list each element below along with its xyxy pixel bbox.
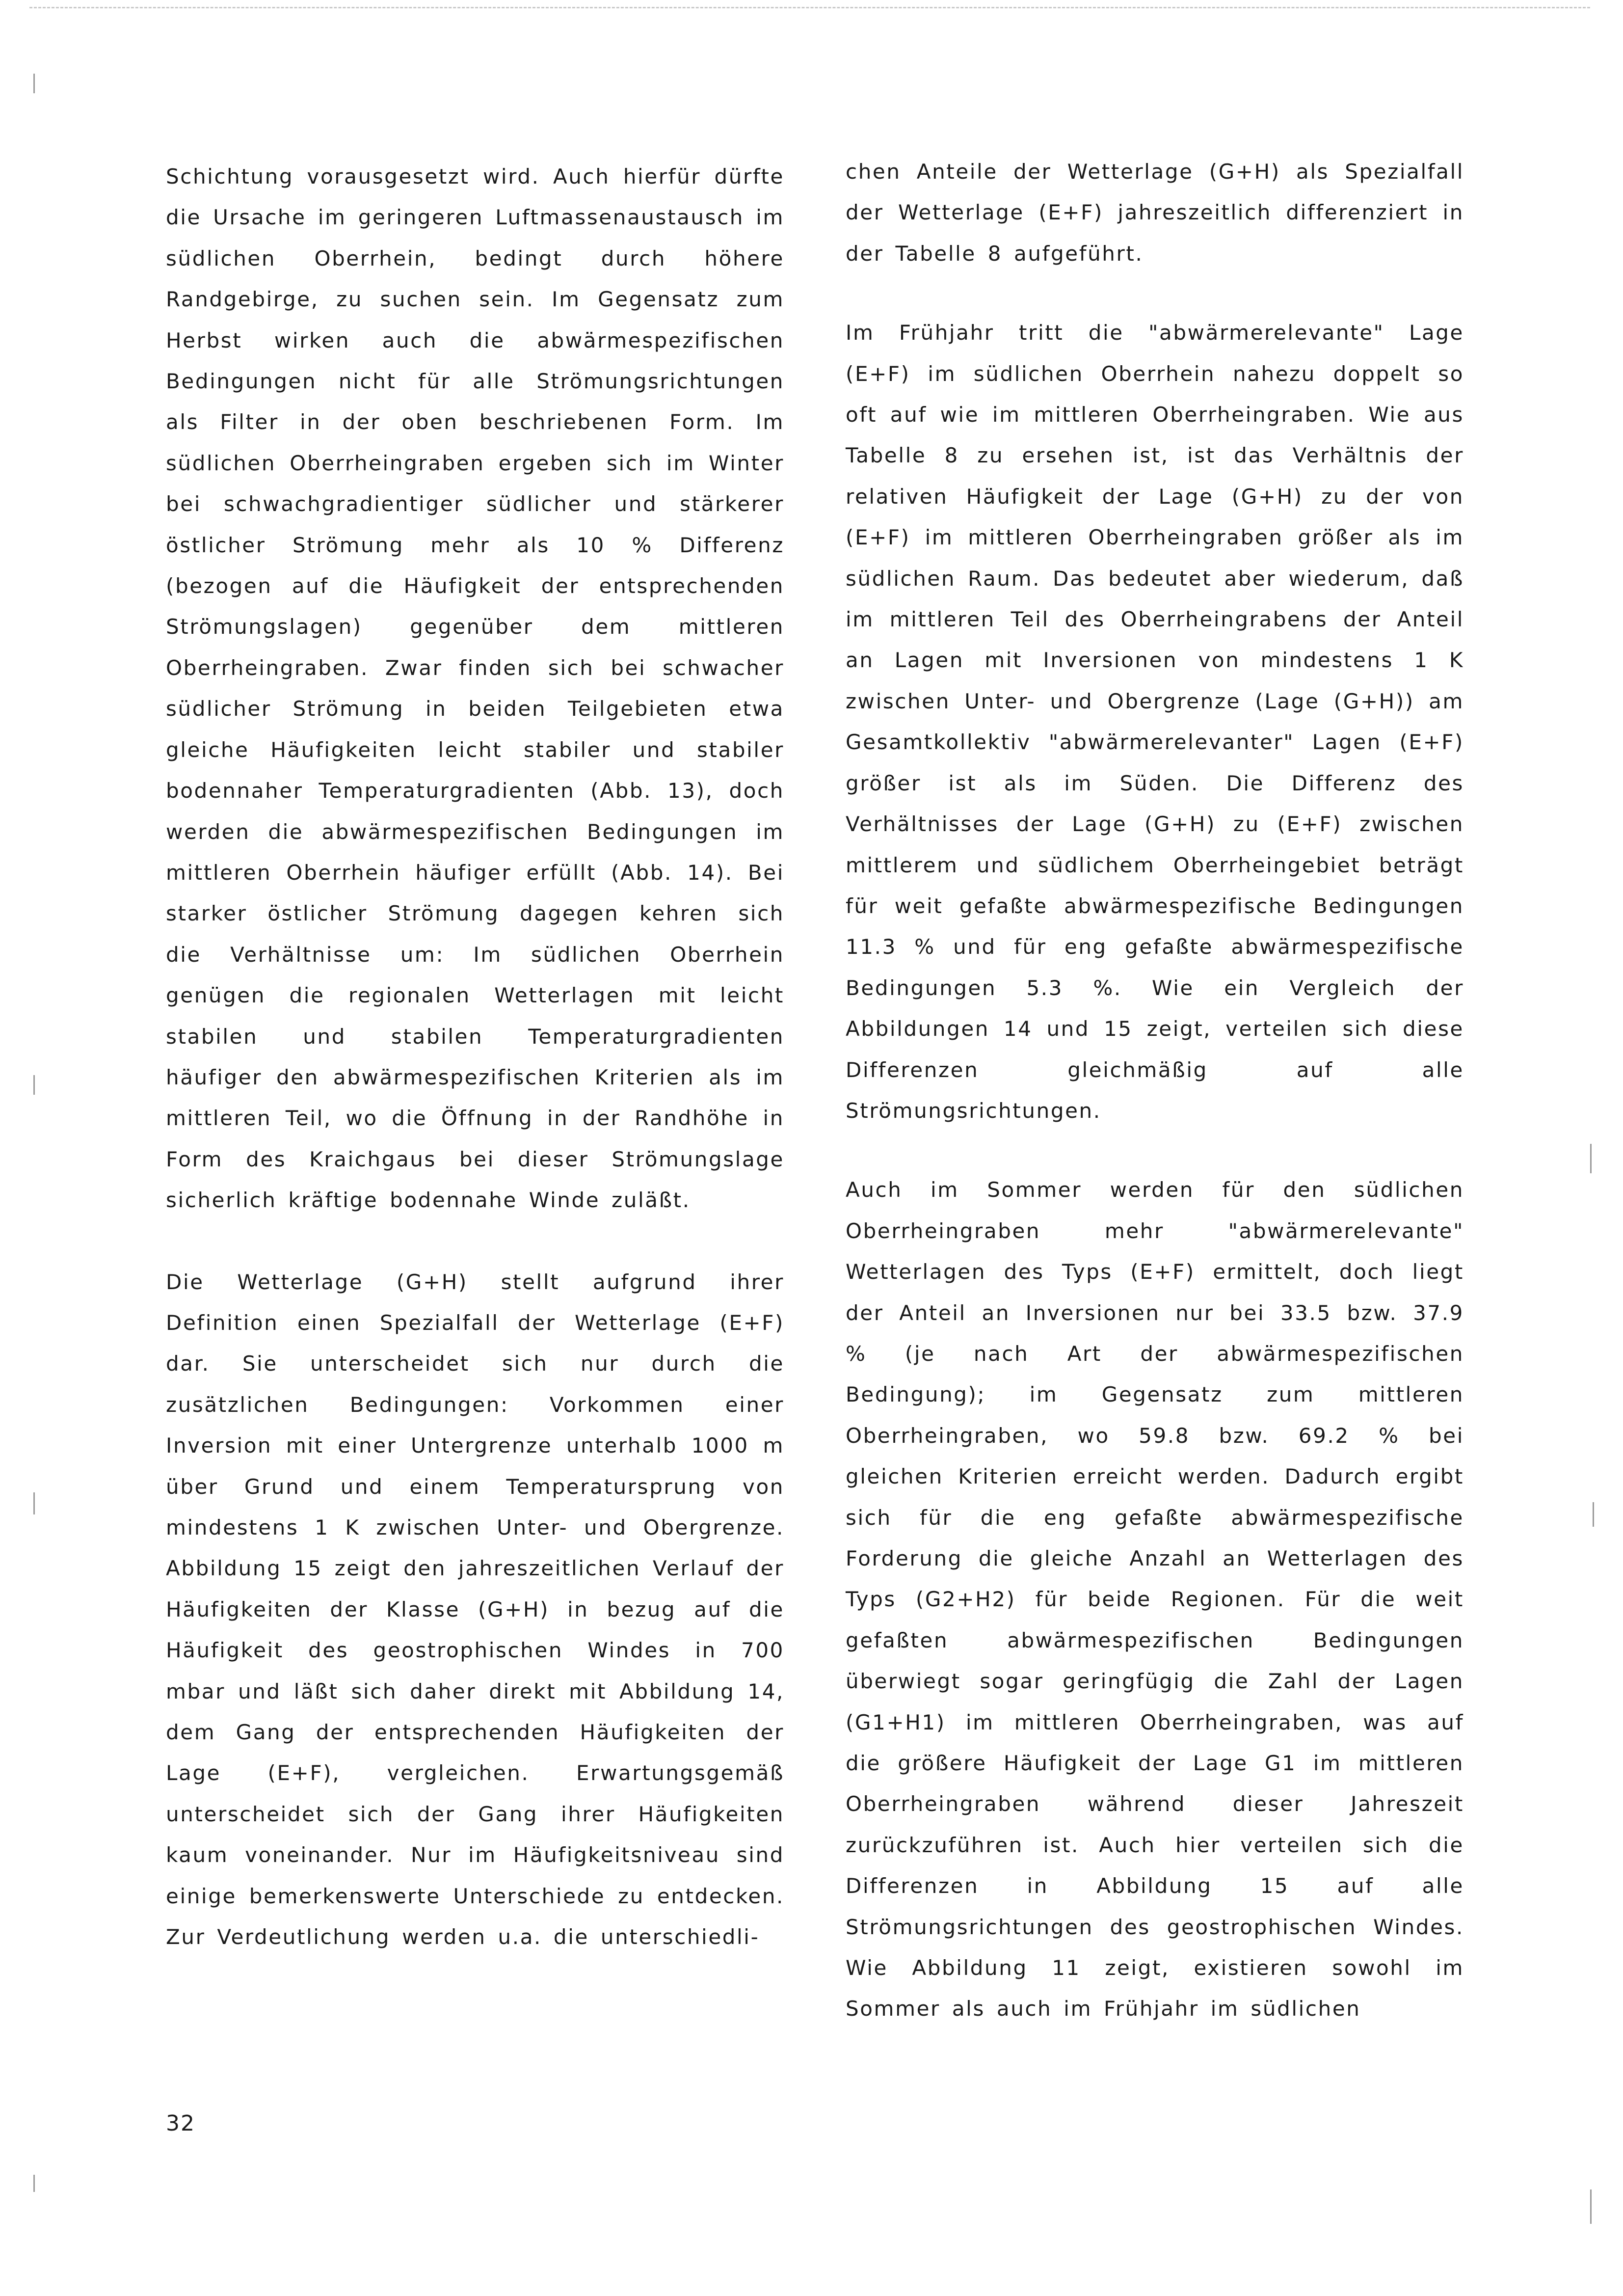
- left-margin-mark: [33, 1075, 35, 1095]
- paragraph: Die Wetterlage (G+H) stellt aufgrund ihrer Definition einen Spezialfall der Wetterlage (E+F) dar. Sie unterscheidet sich nur durch die zusätzlichen Bedingungen: Vorkommen einer Inversion mit einer Untergrenze unterhalb 1000 m über Grund und einem Temperatursprung von mindestens 1 K zwischen Unter- und Obergrenze. Abbildung 15 zeigt den jahreszeitlichen Verlauf der Häufigkeiten der Klasse (G+H) in bezug auf die Häufigkeit des geostrophischen Windes in 700 mbar und läßt sich daher direkt mit Abbildung 14, dem Gang der entsprechenden Häufigkeiten der Lage (E+F), vergleichen. Erwartungsgemäß unterscheidet sich der Gang ihrer Häufigkeiten kaum voneinander. Nur im Häufigkeitsniveau sind einige bemerkenswerte Unterschiede zu entdecken. Zur Verdeutlichung werden u.a. die unterschiedli-: [166, 1270, 784, 1949]
- paragraph: chen Anteile der Wetterlage (G+H) als Spezialfall der Wetterlage (E+F) jahreszeitlich differenziert in der Tabelle 8 aufgeführt.: [846, 160, 1464, 266]
- paragraph: Auch im Sommer werden für den südlichen Oberrheingraben mehr "abwärmerelevante" Wetterlagen des Typs (E+F) ermittelt, doch liegt der Anteil an Inversionen nur bei 33.5 bzw. 37.9 % (je nach Art der abwärmespezifischen Bedingung); im Gegensatz zum mittleren Oberrheingraben, wo 59.8 bzw. 69.2 % bei gleichen Kriterien erreicht werden. Dadurch ergibt sich für die eng gefaßte abwärmespezifische Forderung die gleiche Anzahl an Wetterlagen des Typs (G2+H2) für beide Regionen. Für die weit gefaßten abwärmespezifischen Bedingungen überwiegt sogar geringfügig die Zahl der Lagen (G1+H1) im mittleren Oberrheingraben, was auf die größere Häufigkeit der Lage G1 im mittleren Oberrheingraben während dieser Jahreszeit zurückzuführen ist. Auch hier verteilen sich die Differenzen in Abbildung 15 auf alle Strömungsrichtungen des geostrophischen Windes. Wie Abbildung 11 zeigt, existieren sowohl im Sommer als auch im Frühjahr im südlichen: [846, 1178, 1464, 2021]
- paragraph: Schichtung vorausgesetzt wird. Auch hierfür dürfte die Ursache im geringeren Luftmassenaustausch im südlichen Oberrhein, bedingt durch höhere Randgebirge, zu suchen sein. Im Gegensatz zum Herbst wirken auch die abwärmespezifischen Bedingungen nicht für alle Strömungsrichtungen als Filter in der oben beschriebenen Form. Im südlichen Oberrheingraben ergeben sich im Winter bei schwachgradientiger südlicher und stärkerer östlicher Strömung mehr als 10 % Differenz (bezogen auf die Häufigkeit der entsprechenden Strömungslagen) gegenüber dem mittleren Oberrheingraben. Zwar finden sich bei schwacher südlicher Strömung in beiden Teilgebieten etwa gleiche Häufigkeiten leicht stabiler und stabiler bodennaher Temperaturgradienten (Abb. 13), doch werden die abwärmespezifischen Bedingungen im mittleren Oberrhein häufiger erfüllt (Abb. 14). Bei starker östlicher Strömung dagegen kehren sich die Verhältnisse um: Im südlichen Oberrhein genügen die regionalen Wetterlagen mit leicht stabilen und stabilen Temperaturgradienten häufiger den abwärmespezifischen Kriterien als im mittleren Teil, wo die Öffnung in der Randhöhe in Form des Kraichgaus bei dieser Strömungslage sicherlich kräftige bodennahe Winde zuläßt.: [166, 164, 784, 1213]
- right-margin-mark: [1593, 1502, 1594, 1527]
- left-margin-mark: [33, 74, 35, 93]
- left-margin-mark: [33, 2175, 35, 2192]
- left-text-column: [166, 156, 784, 1998]
- right-margin-mark: [1590, 1144, 1592, 1173]
- paragraph: Im Frühjahr tritt die "abwärmerelevante" Lage (E+F) im südlichen Oberrhein nahezu doppelt so oft auf wie im mittleren Oberrheingraben. Wie aus Tabelle 8 zu ersehen ist, ist das Verhältnis der relativen Häufigkeit der Lage (G+H) zu der von (E+F) im mittleren Oberrheingraben größer als im südlichen Raum. Das bedeutet aber wiederum, daß im mittleren Teil des Oberrheingrabens der Anteil an Lagen mit Inversionen von mindestens 1 K zwischen Unter- und Obergrenze (Lage (G+H)) am Gesamtkollektiv "abwärmerelevanter" Lagen (E+F) größer ist als im Süden. Die Differenz des Verhältnisses der Lage (G+H) zu (E+F) zwischen mittlerem und südlichem Oberrheingebiet beträgt für weit gefaßte abwärmespezifische Bedingungen 11.3 % und für eng gefaßte abwärmespezifische Bedingungen 5.3 %. Wie ein Vergleich der Abbildungen 14 und 15 zeigt, verteilen sich diese Differenzen gleichmäßig auf alle Strömungsrichtungen.: [846, 321, 1464, 1123]
- right-text-column: [846, 151, 1464, 2068]
- scan-top-edge: [29, 7, 1590, 8]
- page-number: 32: [166, 2111, 195, 2136]
- left-margin-mark: [33, 1492, 35, 1514]
- right-margin-mark: [1590, 2189, 1592, 2224]
